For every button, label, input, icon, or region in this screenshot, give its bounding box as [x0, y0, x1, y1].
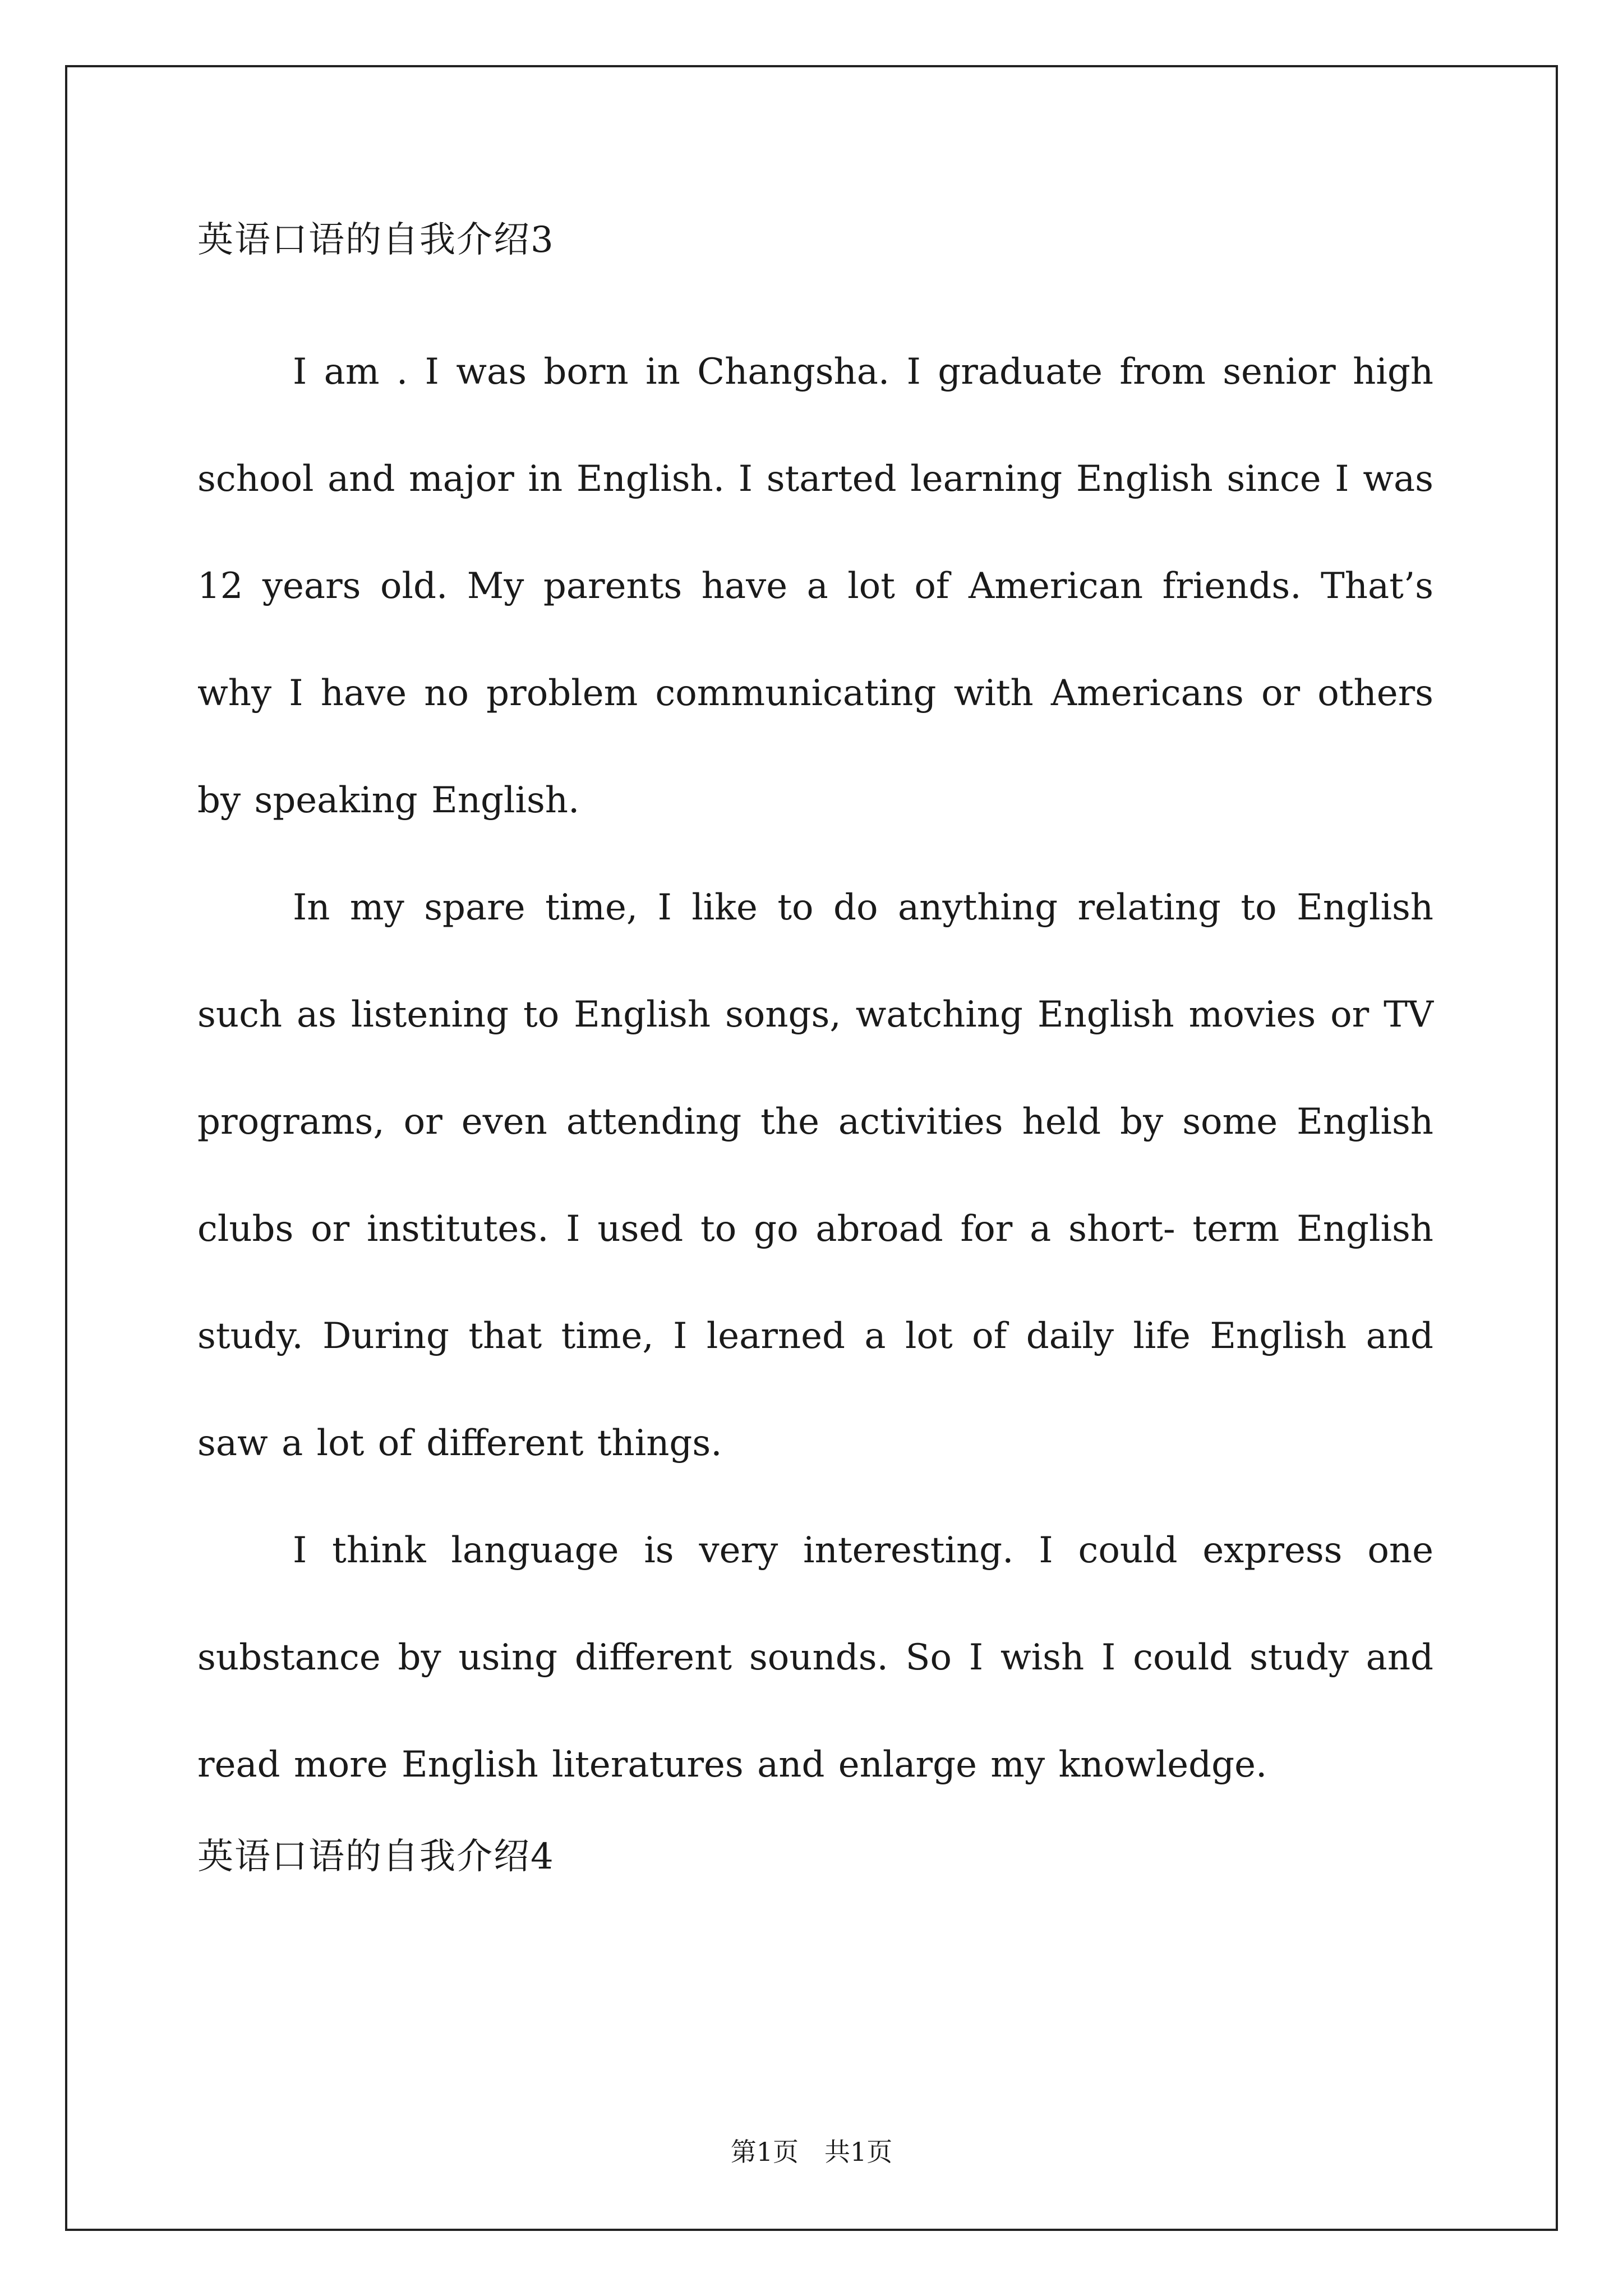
paragraph: I am . I was born in Changsha. I graduate from senior high school and major in English. I started learning English since I was 12 years old. My parents have a lot of American friends. That’s why I have no problem communicating with Americans or others by speaking English.: [197, 351, 1433, 821]
section-heading: 英语口语的自我介绍4: [197, 1836, 555, 1878]
section-heading: 英语口语的自我介绍3: [197, 219, 555, 261]
document-body: [197, 212, 1433, 1885]
page-number: 第1页 共1页: [730, 2137, 893, 2167]
paragraph: In my spare time, I like to do anything relating to English such as listening to English songs, watching English movies or TV programs, or even attending the activities held by some English clubs or institutes. I used to go abroad for a short- term English study. During that time, I learned a lot of daily life English and saw a lot of different things.: [197, 887, 1433, 1464]
paragraph: I think language is very interesting. I could express one substance by using different sounds. So I wish I could study and read more English literatures and enlarge my knowledge.: [197, 1530, 1433, 1786]
